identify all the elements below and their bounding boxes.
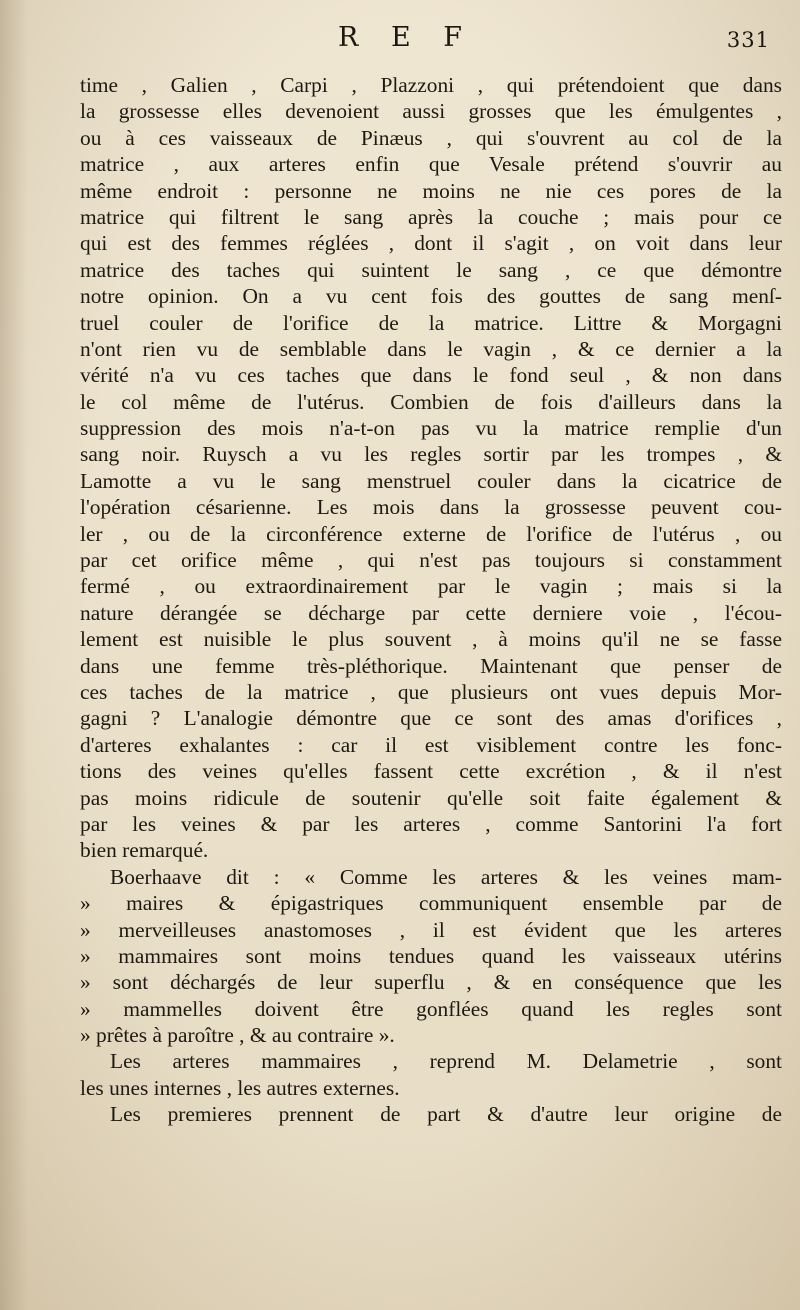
page-number: 331 bbox=[726, 28, 770, 52]
text-line: tions des veines qu'elles fassent cette excrétion , & il n'est bbox=[80, 759, 782, 784]
body-text bbox=[80, 72, 782, 1128]
text-line: » mammelles doivent être gonflées quand les regles sont bbox=[80, 996, 782, 1021]
text-line: d'arteres exhalantes : car il est visiblement contre les fonc- bbox=[80, 732, 782, 757]
text-line: le col même de l'utérus. Combien de fois d'ailleurs dans la bbox=[80, 389, 782, 414]
text-line: notre opinion. On a vu cent fois des gouttes de sang menſ- bbox=[80, 284, 782, 309]
text-line: vérité n'a vu ces taches que dans le fond seul , & non dans bbox=[80, 363, 782, 388]
text-line: les unes internes , les autres externes. bbox=[80, 1075, 400, 1100]
text-line: » prêtes à paroître , & au contraire ». bbox=[80, 1023, 395, 1048]
text-line: nature dérangée se décharge par cette derniere voie , l'écou- bbox=[80, 600, 782, 625]
text-line: truel couler de l'orifice de la matrice. Littre & Morgagni bbox=[80, 310, 782, 335]
text-line: » mammaires sont moins tendues quand les vaisseaux utérins bbox=[80, 943, 782, 968]
text-line: lement est nuisible le plus souvent , à moins qu'il ne se fasse bbox=[80, 627, 782, 652]
running-head: R E F bbox=[338, 22, 474, 53]
text-line: » merveilleuses anastomoses , il est évident que les arteres bbox=[80, 917, 782, 942]
text-line: même endroit : personne ne moins ne nie ces pores de la bbox=[80, 178, 782, 203]
text-line: n'ont rien vu de semblable dans le vagin , & ce dernier a la bbox=[80, 336, 782, 361]
text-line: dans une femme très-pléthorique. Maintenant que penser de bbox=[80, 653, 782, 678]
text-line: matrice qui filtrent le sang après la couche ; mais pour ce bbox=[80, 204, 782, 229]
text-line: matrice des taches qui suintent le sang , ce que démontre bbox=[80, 257, 782, 282]
text-line: ces taches de la matrice , que plusieurs ont vues depuis Mor- bbox=[80, 679, 782, 704]
text-line: suppression des mois n'a-t-on pas vu la matrice remplie d'un bbox=[80, 416, 782, 441]
text-line: » sont déchargés de leur superflu , & en conséquence que les bbox=[80, 970, 782, 995]
text-line: l'opération césarienne. Les mois dans la grossesse peuvent cou- bbox=[80, 495, 782, 520]
text-line: Les arteres mammaires , reprend M. Delametrie , sont bbox=[110, 1049, 782, 1074]
text-line: matrice , aux arteres enfin que Vesale prétend s'ouvrir au bbox=[80, 152, 782, 177]
text-line: fermé , ou extraordinairement par le vagin ; mais si la bbox=[80, 574, 782, 599]
text-line: gagni ? L'analogie démontre que ce sont des amas d'orifices , bbox=[80, 706, 782, 731]
text-line: par les veines & par les arteres , comme Santorini l'a fort bbox=[80, 811, 782, 836]
text-line: qui est des femmes réglées , dont il s'agit , on voit dans leur bbox=[80, 231, 782, 256]
text-line: ler , ou de la circonférence externe de l'orifice de l'utérus , ou bbox=[80, 521, 782, 546]
text-line: Lamotte a vu le sang menstruel couler dans la cicatrice de bbox=[80, 468, 782, 493]
text-line: la grossesse elles devenoient aussi grosses que les émulgentes , bbox=[80, 99, 782, 124]
text-line: ou à ces vaisseaux de Pinæus , qui s'ouvrent au col de la bbox=[80, 125, 782, 150]
page-header bbox=[0, 22, 800, 62]
text-line: Boerhaave dit : « Comme les arteres & les veines mam- bbox=[110, 864, 782, 889]
text-line: par cet orifice même , qui n'est pas toujours si constamment bbox=[80, 548, 782, 573]
text-line: » maires & épigastriques communiquent ensemble par de bbox=[80, 891, 782, 916]
text-line: bien remarqué. bbox=[80, 838, 209, 863]
text-line: time , Galien , Carpi , Plazzoni , qui prétendoient que dans bbox=[80, 73, 782, 97]
text-line: pas moins ridicule de soutenir qu'elle soit faite également & bbox=[80, 785, 782, 810]
text-line: Les premieres prennent de part & d'autre leur origine de bbox=[110, 1102, 782, 1127]
text-line: sang noir. Ruysch a vu les regles sortir par les trompes , & bbox=[80, 442, 782, 467]
